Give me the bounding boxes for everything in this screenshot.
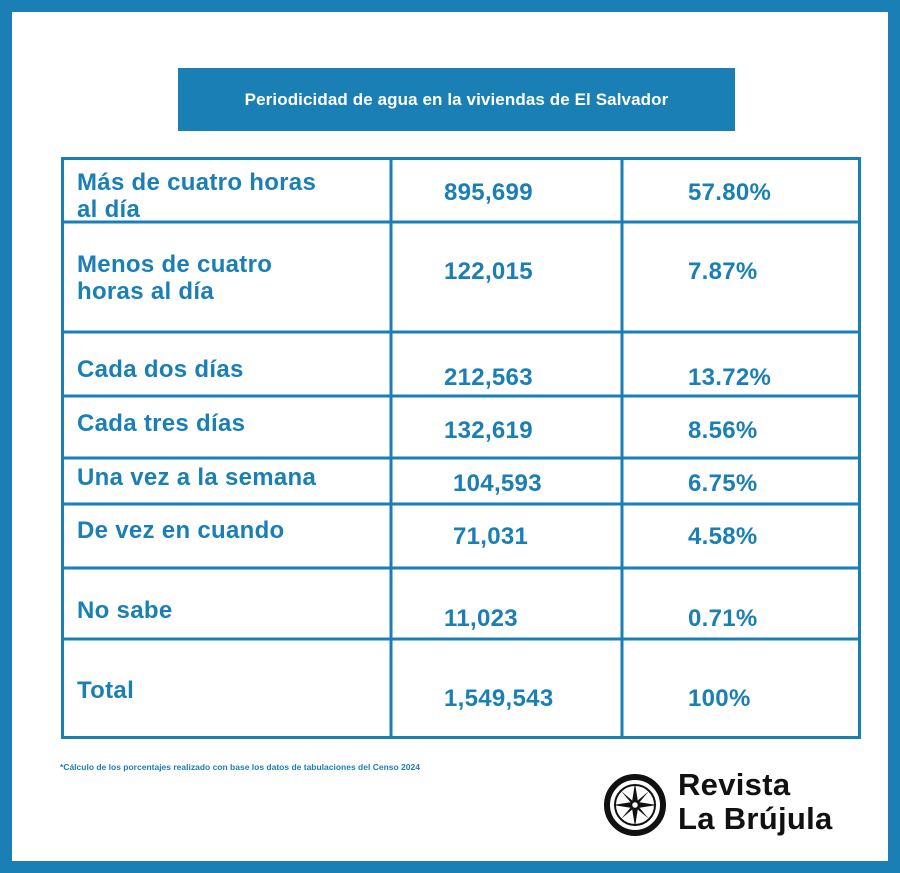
- footnote: *Cálculo de los porcentajes realizado con base los datos de tabulaciones del Censo 2024: [60, 762, 420, 772]
- row-label-line: No sabe: [77, 597, 173, 624]
- row-count: 11,023: [444, 605, 518, 632]
- row-label: [77, 517, 389, 544]
- row-percent: 100%: [688, 685, 751, 712]
- row-count: 104,593: [453, 470, 542, 497]
- table-grid: [61, 157, 861, 739]
- row-label: [77, 410, 389, 437]
- compass-icon: [603, 773, 667, 837]
- table-title: Periodicidad de agua en la viviendas de El Salvador: [178, 68, 735, 131]
- row-label-line: Cada dos días: [77, 356, 244, 383]
- row-label: [77, 251, 389, 305]
- row-label: [77, 677, 389, 704]
- row-percent: 0.71%: [688, 605, 758, 632]
- row-count: 71,031: [453, 523, 529, 550]
- row-label-line: Más de cuatro horas: [77, 169, 317, 196]
- row-label: [77, 597, 389, 624]
- row-label-line: Total: [77, 677, 135, 704]
- row-count: 132,619: [444, 417, 533, 444]
- row-label-line: Una vez a la semana: [77, 464, 317, 491]
- row-label-line: al día: [77, 196, 141, 223]
- row-percent: 57.80%: [688, 179, 772, 206]
- row-count: 895,699: [444, 179, 533, 206]
- row-label-line: horas al día: [77, 278, 214, 305]
- brand-name: [678, 768, 833, 836]
- row-count: 212,563: [444, 364, 533, 391]
- row-label: [77, 169, 389, 223]
- brand-line-2: La Brújula: [678, 801, 833, 836]
- row-label: [77, 356, 389, 383]
- row-percent: 13.72%: [688, 364, 772, 391]
- row-count: 1,549,543: [444, 685, 554, 712]
- row-label: [77, 464, 389, 491]
- row-percent: 8.56%: [688, 417, 758, 444]
- row-percent: 7.87%: [688, 258, 758, 285]
- row-percent: 6.75%: [688, 470, 758, 497]
- data-table: [61, 157, 861, 739]
- row-label-line: Cada tres días: [77, 410, 246, 437]
- brand-logo-block: [603, 768, 883, 846]
- row-label-line: Menos de cuatro: [77, 251, 273, 278]
- brand-line-1: Revista: [678, 767, 791, 802]
- row-count: 122,015: [444, 258, 533, 285]
- row-label-line: De vez en cuando: [77, 517, 285, 544]
- row-percent: 4.58%: [688, 523, 758, 550]
